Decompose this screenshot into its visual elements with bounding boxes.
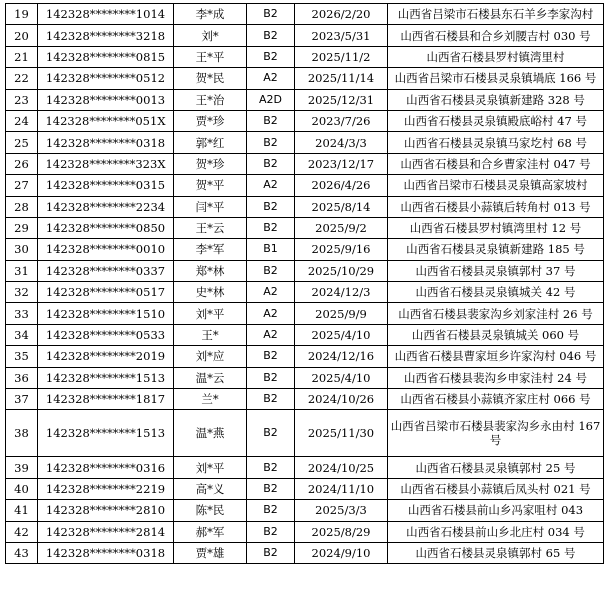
table-row <box>6 500 604 521</box>
row-number-cell: 32 <box>6 282 38 303</box>
address-cell: 山西省石楼县和合乡刘腰吉村 030 号 <box>388 25 604 46</box>
id-number-cell: 142328********0337 <box>38 260 174 281</box>
row-number-cell: 38 <box>6 410 38 457</box>
row-number-cell: 23 <box>6 89 38 110</box>
name-cell: 兰* <box>174 389 247 410</box>
table-row <box>6 239 604 260</box>
row-number-cell: 31 <box>6 260 38 281</box>
table-row <box>6 389 604 410</box>
license-class-cell: B2 <box>247 346 295 367</box>
name-cell: 温*云 <box>174 367 247 388</box>
date-cell: 2025/9/16 <box>295 239 388 260</box>
name-cell: 贺*珍 <box>174 153 247 174</box>
table-row <box>6 217 604 238</box>
id-number-cell: 142328********2810 <box>38 500 174 521</box>
license-class-cell: A2 <box>247 303 295 324</box>
address-cell: 山西省石楼县灵泉镇郭村 25 号 <box>388 457 604 478</box>
row-number-cell: 40 <box>6 478 38 499</box>
license-class-cell: A2 <box>247 282 295 303</box>
name-cell: 史*林 <box>174 282 247 303</box>
table-row <box>6 410 604 457</box>
name-cell: 刘*平 <box>174 457 247 478</box>
id-number-cell: 142328********0315 <box>38 175 174 196</box>
row-number-cell: 36 <box>6 367 38 388</box>
id-number-cell: 142328********2234 <box>38 196 174 217</box>
id-number-cell: 142328********0318 <box>38 542 174 563</box>
name-cell: 贾*雄 <box>174 542 247 563</box>
name-cell: 陈*民 <box>174 500 247 521</box>
table-row <box>6 324 604 345</box>
table-row <box>6 110 604 131</box>
row-number-cell: 37 <box>6 389 38 410</box>
row-number-cell: 20 <box>6 25 38 46</box>
address-cell: 山西省石楼县曹家垣乡许家沟村 046 号 <box>388 346 604 367</box>
date-cell: 2026/4/26 <box>295 175 388 196</box>
date-cell: 2025/11/2 <box>295 46 388 67</box>
name-cell: 贺*平 <box>174 175 247 196</box>
row-number-cell: 27 <box>6 175 38 196</box>
address-cell: 山西省石楼县罗村镇湾里村 <box>388 46 604 67</box>
license-class-cell: B2 <box>247 110 295 131</box>
row-number-cell: 41 <box>6 500 38 521</box>
license-class-cell: B2 <box>247 500 295 521</box>
date-cell: 2024/12/3 <box>295 282 388 303</box>
license-table <box>5 3 604 564</box>
table-row <box>6 346 604 367</box>
row-number-cell: 42 <box>6 521 38 542</box>
id-number-cell: 142328********3218 <box>38 25 174 46</box>
name-cell: 温*燕 <box>174 410 247 457</box>
date-cell: 2023/12/17 <box>295 153 388 174</box>
row-number-cell: 28 <box>6 196 38 217</box>
address-cell: 山西省石楼县灵泉镇城关 42 号 <box>388 282 604 303</box>
id-number-cell: 142328********2019 <box>38 346 174 367</box>
name-cell: 刘*应 <box>174 346 247 367</box>
address-cell: 山西省石楼县裴家沟乡刘家洼村 26 号 <box>388 303 604 324</box>
id-number-cell: 142328********0010 <box>38 239 174 260</box>
id-number-cell: 142328********0517 <box>38 282 174 303</box>
date-cell: 2025/3/3 <box>295 500 388 521</box>
address-cell: 山西省石楼县和合乡曹家洼村 047 号 <box>388 153 604 174</box>
table-row <box>6 46 604 67</box>
license-class-cell: B2 <box>247 132 295 153</box>
id-number-cell: 142328********2814 <box>38 521 174 542</box>
table-row <box>6 196 604 217</box>
id-number-cell: 142328********0318 <box>38 132 174 153</box>
row-number-cell: 34 <box>6 324 38 345</box>
id-number-cell: 142328********0512 <box>38 68 174 89</box>
date-cell: 2025/11/14 <box>295 68 388 89</box>
address-cell: 山西省石楼县小蒜镇后转角村 013 号 <box>388 196 604 217</box>
table-row <box>6 153 604 174</box>
date-cell: 2024/12/16 <box>295 346 388 367</box>
address-cell: 山西省石楼县裴沟乡申家洼村 24 号 <box>388 367 604 388</box>
table-row <box>6 68 604 89</box>
id-number-cell: 142328********323X <box>38 153 174 174</box>
date-cell: 2025/4/10 <box>295 324 388 345</box>
address-cell: 山西省石楼县罗村镇湾里村 12 号 <box>388 217 604 238</box>
id-number-cell: 142328********1510 <box>38 303 174 324</box>
address-cell: 山西省石楼县灵泉镇新建路 185 号 <box>388 239 604 260</box>
name-cell: 李*军 <box>174 239 247 260</box>
name-cell: 闫*平 <box>174 196 247 217</box>
id-number-cell: 142328********0316 <box>38 457 174 478</box>
id-number-cell: 142328********051X <box>38 110 174 131</box>
address-cell: 山西省吕梁市石楼县东石羊乡李家沟村 <box>388 4 604 25</box>
name-cell: 王*治 <box>174 89 247 110</box>
id-number-cell: 142328********0815 <box>38 46 174 67</box>
date-cell: 2025/11/30 <box>295 410 388 457</box>
name-cell: 贾*珍 <box>174 110 247 131</box>
date-cell: 2024/10/25 <box>295 457 388 478</box>
table-row <box>6 367 604 388</box>
name-cell: 王*云 <box>174 217 247 238</box>
license-class-cell: B2 <box>247 25 295 46</box>
date-cell: 2025/8/14 <box>295 196 388 217</box>
row-number-cell: 33 <box>6 303 38 324</box>
address-cell: 山西省石楼县灵泉镇殿底峪村 47 号 <box>388 110 604 131</box>
row-number-cell: 19 <box>6 4 38 25</box>
row-number-cell: 43 <box>6 542 38 563</box>
date-cell: 2025/12/31 <box>295 89 388 110</box>
name-cell: 刘*平 <box>174 303 247 324</box>
id-number-cell: 142328********0850 <box>38 217 174 238</box>
license-class-cell: B1 <box>247 239 295 260</box>
license-class-cell: B2 <box>247 478 295 499</box>
address-cell: 山西省石楼县前山乡北庄村 034 号 <box>388 521 604 542</box>
date-cell: 2025/9/9 <box>295 303 388 324</box>
name-cell: 王*平 <box>174 46 247 67</box>
table-row <box>6 457 604 478</box>
license-class-cell: B2 <box>247 153 295 174</box>
row-number-cell: 22 <box>6 68 38 89</box>
license-class-cell: B2 <box>247 46 295 67</box>
table-row <box>6 478 604 499</box>
address-cell: 山西省石楼县灵泉镇郭村 37 号 <box>388 260 604 281</box>
date-cell: 2024/9/10 <box>295 542 388 563</box>
name-cell: 郑*林 <box>174 260 247 281</box>
address-cell: 山西省石楼县小蒜镇齐家庄村 066 号 <box>388 389 604 410</box>
license-class-cell: B2 <box>247 260 295 281</box>
address-cell: 山西省石楼县前山乡冯家咀村 043 <box>388 500 604 521</box>
name-cell: 郭*红 <box>174 132 247 153</box>
date-cell: 2024/11/10 <box>295 478 388 499</box>
date-cell: 2025/4/10 <box>295 367 388 388</box>
table-row <box>6 4 604 25</box>
date-cell: 2026/2/20 <box>295 4 388 25</box>
row-number-cell: 25 <box>6 132 38 153</box>
address-cell: 山西省吕梁市石楼县裴家沟乡永由村 167 号 <box>388 410 604 457</box>
table-row <box>6 25 604 46</box>
license-class-cell: B2 <box>247 410 295 457</box>
date-cell: 2024/10/26 <box>295 389 388 410</box>
date-cell: 2025/9/2 <box>295 217 388 238</box>
id-number-cell: 142328********0013 <box>38 89 174 110</box>
date-cell: 2025/8/29 <box>295 521 388 542</box>
license-class-cell: B2 <box>247 217 295 238</box>
table-row <box>6 521 604 542</box>
license-class-cell: A2D <box>247 89 295 110</box>
row-number-cell: 26 <box>6 153 38 174</box>
table-row <box>6 132 604 153</box>
license-class-cell: A2 <box>247 175 295 196</box>
id-number-cell: 142328********1513 <box>38 367 174 388</box>
id-number-cell: 142328********0533 <box>38 324 174 345</box>
license-class-cell: B2 <box>247 542 295 563</box>
table-row <box>6 260 604 281</box>
license-class-cell: A2 <box>247 68 295 89</box>
row-number-cell: 24 <box>6 110 38 131</box>
table-body <box>6 4 604 564</box>
row-number-cell: 30 <box>6 239 38 260</box>
row-number-cell: 35 <box>6 346 38 367</box>
table-row <box>6 175 604 196</box>
table-row <box>6 542 604 563</box>
id-number-cell: 142328********1014 <box>38 4 174 25</box>
license-class-cell: B2 <box>247 367 295 388</box>
address-cell: 山西省石楼县小蒜镇后凤头村 021 号 <box>388 478 604 499</box>
name-cell: 贺*民 <box>174 68 247 89</box>
address-cell: 山西省石楼县灵泉镇郭村 65 号 <box>388 542 604 563</box>
table-row <box>6 89 604 110</box>
address-cell: 山西省石楼县灵泉镇马家圪村 68 号 <box>388 132 604 153</box>
license-class-cell: B2 <box>247 389 295 410</box>
row-number-cell: 29 <box>6 217 38 238</box>
id-number-cell: 142328********2219 <box>38 478 174 499</box>
name-cell: 王* <box>174 324 247 345</box>
address-cell: 山西省吕梁市石楼县灵泉镇高家坡村 <box>388 175 604 196</box>
license-class-cell: B2 <box>247 4 295 25</box>
name-cell: 高*义 <box>174 478 247 499</box>
id-number-cell: 142328********1817 <box>38 389 174 410</box>
row-number-cell: 21 <box>6 46 38 67</box>
license-class-cell: A2 <box>247 324 295 345</box>
license-class-cell: B2 <box>247 521 295 542</box>
name-cell: 郝*军 <box>174 521 247 542</box>
address-cell: 山西省石楼县灵泉镇城关 060 号 <box>388 324 604 345</box>
license-class-cell: B2 <box>247 196 295 217</box>
license-class-cell: B2 <box>247 457 295 478</box>
name-cell: 李*成 <box>174 4 247 25</box>
address-cell: 山西省吕梁市石楼县灵泉镇堝底 166 号 <box>388 68 604 89</box>
table-row <box>6 303 604 324</box>
table-row <box>6 282 604 303</box>
row-number-cell: 39 <box>6 457 38 478</box>
address-cell: 山西省石楼县灵泉镇新建路 328 号 <box>388 89 604 110</box>
date-cell: 2025/10/29 <box>295 260 388 281</box>
date-cell: 2023/5/31 <box>295 25 388 46</box>
id-number-cell: 142328********1513 <box>38 410 174 457</box>
name-cell: 刘* <box>174 25 247 46</box>
date-cell: 2024/3/3 <box>295 132 388 153</box>
date-cell: 2023/7/26 <box>295 110 388 131</box>
